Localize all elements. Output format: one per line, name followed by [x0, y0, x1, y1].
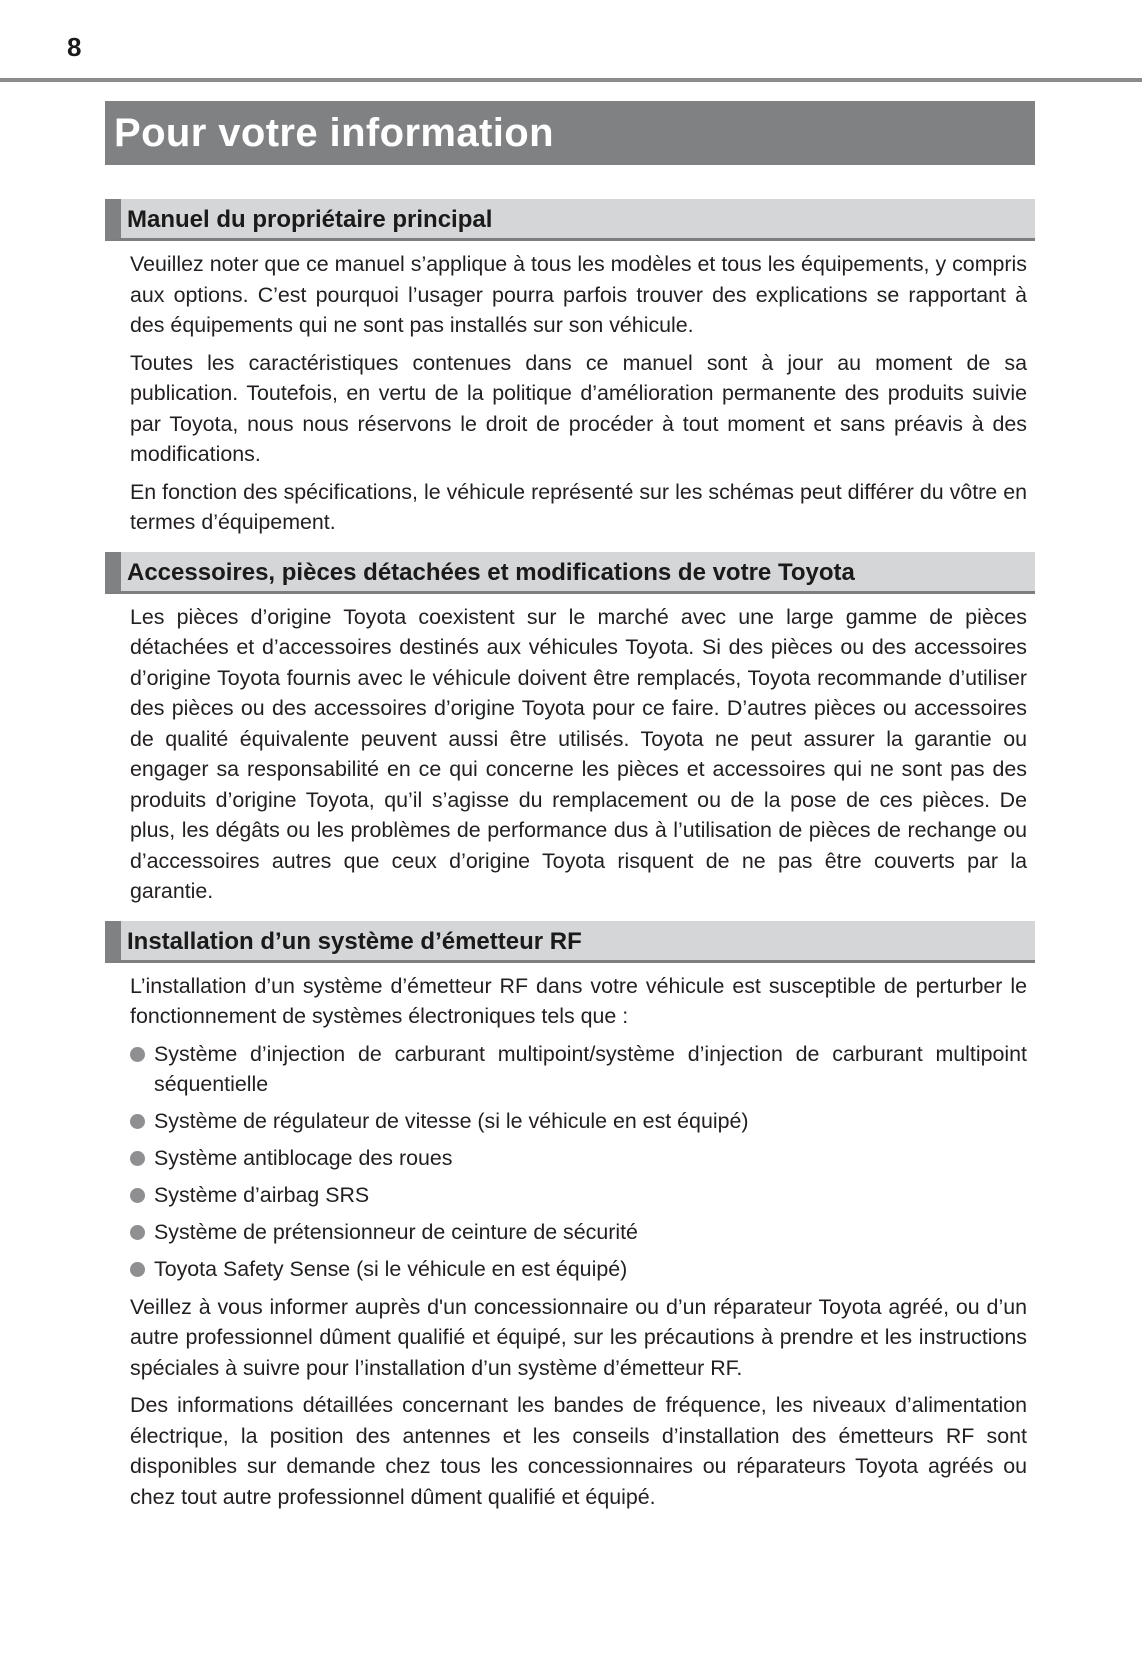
paragraph: Veillez à vous informer auprès d'un concessionnaire ou d’un réparateur Toyota agréé, ou d’un autre professionnel dûment qualifié et équipé, sur les précautions à prendre et les instructions spéciales à suivre pour l’installation d’un système d’émetteur RF. [130, 1294, 1027, 1380]
section-heading: Installation d’un système d’émetteur RF [127, 927, 582, 955]
list-item [130, 1039, 1027, 1100]
page-number: 8 [67, 32, 82, 62]
page-title-bar [105, 101, 1035, 165]
list-item-text: Système de régulateur de vitesse (si le véhicule en est équipé) [154, 1109, 749, 1133]
list-item [130, 1254, 1027, 1285]
section-heading-bar [105, 199, 1035, 241]
bullet-icon [130, 1225, 145, 1240]
intro-paragraph: L’installation d’un système d’émetteur RF dans votre véhicule est susceptible de perturber le fonctionnement de systèmes électroniques tels que : [130, 973, 1027, 1028]
bullet-icon [130, 1262, 145, 1277]
bullet-icon [130, 1114, 145, 1129]
section-rf-transmitter [105, 921, 1035, 1513]
list-item [130, 1143, 1027, 1174]
list-item-text: Système de prétensionneur de ceinture de sécurité [154, 1220, 638, 1244]
section-heading: Manuel du propriétaire principal [127, 206, 493, 233]
section-owners-manual [105, 199, 1035, 538]
bullet-icon [130, 1151, 145, 1166]
list-item-text: Système d’injection de carburant multipoint/système d’injection de carburant multipoint séquentielle [154, 1041, 1027, 1096]
paragraph: Toutes les caractéristiques contenues dans ce manuel sont à jour au moment de sa publication. Toutefois, en vertu de la politique d’amélioration permanente des produits suivie par Toyota, nous nous réservons le droit de procéder à tout moment et sans préavis à des modifications. [130, 350, 1027, 466]
page-content [105, 199, 1035, 1519]
paragraph: Des informations détaillées concernant les bandes de fréquence, les niveaux d’alimentation électrique, la position des antennes et les conseils d’installation des émetteurs RF sont disponibles sur demande chez tous les concessionnaires ou réparateurs Toyota agréés ou chez tout autre professionnel dûment qualifié et équipé. [130, 1393, 1027, 1509]
section-body [105, 249, 1035, 538]
section-body [105, 971, 1035, 1513]
paragraph: Veuillez noter que ce manuel s’applique à tous les modèles et tous les équipements, y compris aux options. C’est pourquoi l’usager pourra parfois trouver des explications se rapportant à des équipements qui ne sont pas installés sur son véhicule. [130, 252, 1027, 337]
paragraph: En fonction des spécifications, le véhicule représenté sur les schémas peut différer du vôtre en termes d’équipement. [130, 479, 1027, 534]
list-item [130, 1217, 1027, 1248]
header-rule [0, 78, 1142, 82]
bullet-icon [130, 1047, 145, 1062]
section-accessories [105, 552, 1035, 907]
section-heading-bar [105, 552, 1035, 594]
section-body [105, 602, 1035, 907]
list-item [130, 1106, 1027, 1137]
paragraph: Les pièces d’origine Toyota coexistent sur le marché avec une large gamme de pièces détachées et d’accessoires destinés aux véhicules Toyota. Si des pièces ou des accessoires d’origine Toyota fournis avec le véhicule doivent être remplacés, Toyota recommande d’utiliser des pièces ou des accessoires d’origine Toyota pour ce faire. D’autres pièces ou accessoires de qualité équivalente peuvent aussi être utilisés. Toyota ne peut assurer la garantie ou engager sa responsabilité en ce qui concerne les pièces et accessoires qui ne sont pas des produits d’origine Toyota, qu’il s’agisse du remplacement ou de la pose de ces pièces. De plus, les dégâts ou les problèmes de performance dus à l’utilisation de pièces de rechange ou d’accessoires autres que ceux d’origine Toyota risquent de ne pas être couverts par la garantie. [130, 604, 1027, 903]
section-heading: Accessoires, pièces détachées et modifications de votre Toyota [127, 558, 855, 586]
list-item [130, 1180, 1027, 1211]
list-item-text: Toyota Safety Sense (si le véhicule en est équipé) [154, 1257, 628, 1281]
section-heading-bar [105, 921, 1035, 963]
bullet-icon [130, 1188, 145, 1203]
list-item-text: Système antiblocage des roues [154, 1146, 453, 1170]
list-item-text: Système d’airbag SRS [154, 1183, 370, 1207]
affected-systems-list [130, 1039, 1027, 1285]
page-title: Pour votre information [114, 111, 554, 155]
